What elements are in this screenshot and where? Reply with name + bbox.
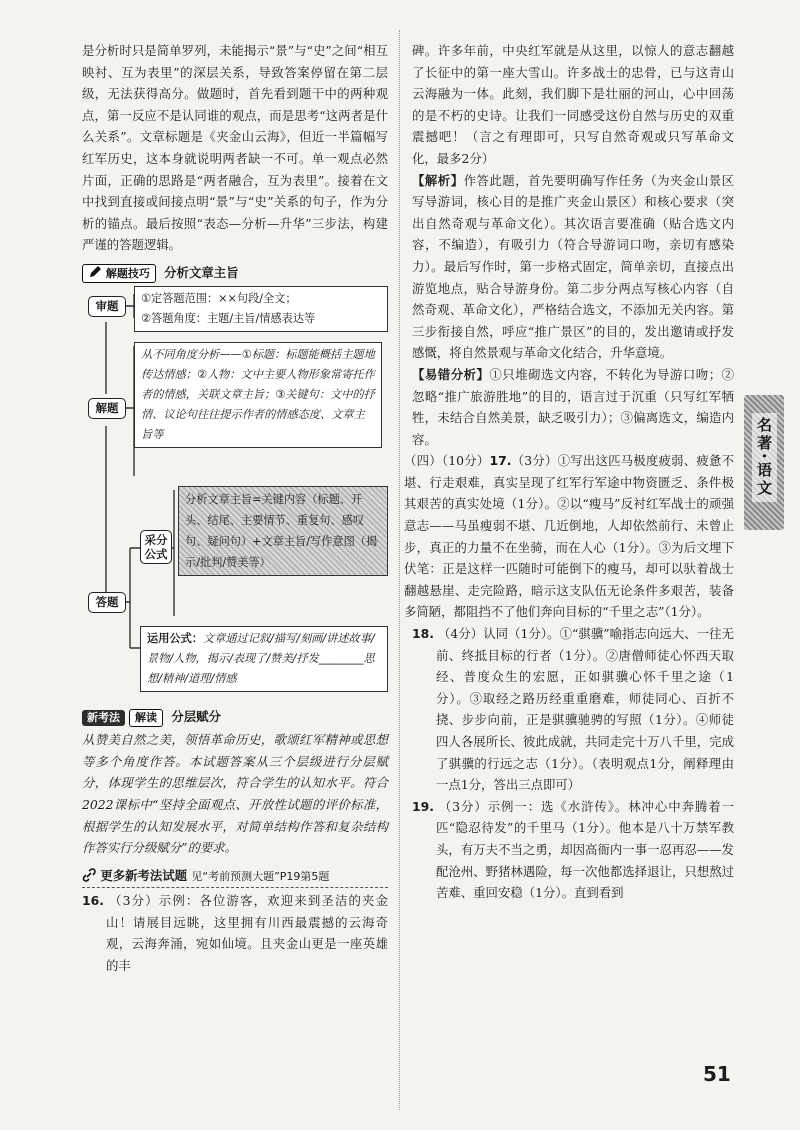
kaoqing-paragraph: 从赞美自然之美，领悟革命历史，歌颂红军精神或思想等多个角度作答。本试题答案从三个层级进行分层赋分，体现学生的思维层次，符合学生的认知水平。符合2022课标中“坚持全面观点、开放性试题的评价标准，根据学生的认知发展水平，对简单结构作答和复杂结构作答实行分级赋分”的要求。 [82, 732, 388, 856]
kaoqing-title: 分层赋分 [171, 708, 221, 724]
link-icon [82, 868, 96, 882]
jie-node: 解题 [88, 398, 126, 419]
yicuo-paragraph [412, 364, 734, 450]
q19-paragraph [412, 796, 734, 904]
caifen-text: 分析文章主旨=关键内容（标题、开头、结尾、主要情节、重复句、感叹句、疑问句）+文章主旨/写作意图（揭示/批判/赞美等） [185, 492, 378, 569]
yunyong-box [140, 626, 388, 692]
tips-tag [82, 264, 156, 283]
jiexi-text: 作答此题，首先要明确写作任务（为夹金山景区写导游词，核心目的是推广夹金山景区）和核心要求（突出自然奇观与革命文化）。其次语言要准确（贴合选文内容，不编造），有吸引力（符合导游词口吻，亲切有感染力）。最后写作时，第一步格式固定，简单亲切，直接点出游览地点，贴合导游身份。第二步分两点写核心内容（自然奇观、革命文化），严格结合选文，不添加无关内容。第三步衔接自然，呼应“推广景区”的目的，发出邀请或抒发感慨，将自然景观与革命文化结合，升华意境。 [412, 172, 735, 361]
page-number: 51 [703, 1062, 731, 1086]
q16-number: 16. [82, 893, 104, 909]
method-diagram [82, 286, 388, 698]
more-ref: 见“考前预测大题”P19第5题 [191, 869, 330, 883]
shen-line-2: ②答题角度：主题/主旨/情感表达等 [141, 311, 316, 325]
tips-title: 分析文章主旨 [164, 264, 239, 280]
q18-text: （4分）认同（1分）。①“骐骥”喻指志向远大、一往无前、终抵目标的行者（1分）。②唐僧师徒心怀西天取经、普度众生的宏愿，正如骐骥心怀千里之途（1分）。③取经之路历经重重磨难，师徒同心、百折不挠、步步向前，正是骐骥驰骋的写照（1分）。④师徒四人各展所长、彼此成就，共同走完十万八千里，完成了骐骥的行远之志（1分）。（表明观点1分，阐释理由一点1分，答出三点即可） [436, 626, 734, 793]
q17-paragraph [404, 450, 734, 623]
q16-continued: 碑。许多年前，中央红军就是从这里，以惊人的意志翻越了长征中的第一座大雪山。许多战士的忠骨，已与这青山云海融为一体。此刻，我们脚下是壮丽的河山，心中回荡的是不朽的史诗。让我们一同感受这份自然与历史的双重震撼吧！（言之有理即可，只写自然奇观或只写革命文化，最多2分） [412, 43, 734, 166]
kaoqing-tag: 新考法 [82, 710, 125, 726]
shen-box [134, 286, 388, 332]
column-divider [399, 30, 400, 1110]
q19-number: 19. [412, 798, 434, 814]
q18-paragraph [412, 623, 734, 796]
tips-heading [82, 262, 388, 284]
da-node: 答题 [88, 592, 126, 613]
more-title: 更多新考法试题 [100, 867, 188, 883]
jiexi-label: 【解析】 [412, 172, 464, 188]
jie-text: 从不同角度分析——①标题：标题能概括主题地传达情感；②人物：文中主要人物形象常寄托作者的情感，关联文章主旨；③关键句：文中的抒情、议论句往往提示作者的情感态度、文章主旨等 [141, 347, 375, 441]
jiexi-paragraph [412, 170, 734, 364]
shen-line-1: ①定答题范围：××句段/全文； [141, 291, 297, 305]
kaoqing-heading [82, 706, 388, 728]
yicuo-label: 【易错分析】 [412, 366, 490, 382]
q17-number: 17. [489, 453, 512, 469]
q18-number: 18. [412, 626, 434, 642]
caifen-box [178, 486, 388, 576]
kaoqing-tag2: 解读 [129, 709, 163, 727]
left-column [82, 40, 388, 977]
caifen-node: 采分公式 [140, 530, 172, 564]
q17-text: （3分）①写出这匹马极度疲弱、疲惫不堪、行走艰难，真实呈现了红军行军途中物资匮乏、条件极其艰苦的真实处境（1分）。②以“瘦马”反衬红军战士的顽强意志——马虽瘦弱不堪、几近倒地，人却依然前行、未曾止步，真正的力量不在坐骑，而在人心（1分）。③为后文埋下伏笔：正是这样一匹随时可能倒下的瘦马，却可以驮着战士翻越悬崖、走完险路，暗示这支队伍无论条件多艰苦，装备多简陋，都阻挡不了他们奔向目标的“千里之志”（1分）。 [404, 453, 734, 620]
tips-tag-label: 解题技巧 [105, 266, 150, 280]
right-column [404, 40, 735, 904]
more-heading[interactable] [82, 865, 388, 889]
jie-box [134, 342, 382, 448]
shen-node: 审题 [88, 296, 126, 317]
subject-side-tab [744, 395, 784, 530]
q16-paragraph [82, 890, 388, 976]
yicuo-text: ①只堆砌选文内容，不转化为导游口吻；②忽略“推广旅游胜地”的目的，语言过于沉重（只写红军牺牲，未结合自然美景，缺乏吸引力）；③偏离选文，编造内容。 [412, 366, 735, 447]
intro-paragraph: 是分析时只是简单罗列，未能揭示“景”与“史”之间“相互映衬、互为表里”的深层关系，导致答案停留在第二层级，无法获得高分。做题时，首先看到题干中的两种观点，第一反应不是认同谁的观点，而是思考“这两者是什么关系”。文章标题是《夹金山云海》，但近一半篇幅写红军历史，这本身就说明两者缺一不可。单一观点必然片面，正确的思路是“两者融合，互为表里”。接着在文中找到直接或间接点明“景”与“史”关系的句子，作为分析的锚点。最后按照“表态—分析—升华”三步法，构建严谨的答题逻辑。 [82, 43, 388, 253]
side-tab-label: 名著·语文 [752, 413, 777, 502]
q19-text: （3分）示例一：选《水浒传》。林冲心中奔腾着一匹“隐忍待发”的千里马（1分）。他本是八十万禁军教头，有万夫不当之勇，却因高衙内一事一忍再忍——发配沧州、野猪林遇险，每一次他都选择退让，只想熬过苦难、重回安稳（1分）。直到看到 [436, 798, 734, 901]
yunyong-label: 运用公式： [147, 631, 203, 645]
section-four: （四）（10分） [404, 453, 490, 469]
yunyong-text: 文章通过记叙/描写/刻画/讲述故事/景物/人物，揭示/表现了/赞美/抒发________思想/精神/道理/情感 [147, 631, 375, 685]
q16-text: （3分）示例：各位游客，欢迎来到圣洁的夹金山！请展目远眺，这里拥有川西最震撼的云海奇观，云海奔涌，宛如仙境。且夹金山更是一座英雄的丰 [106, 893, 388, 974]
pencil-icon [88, 265, 102, 279]
